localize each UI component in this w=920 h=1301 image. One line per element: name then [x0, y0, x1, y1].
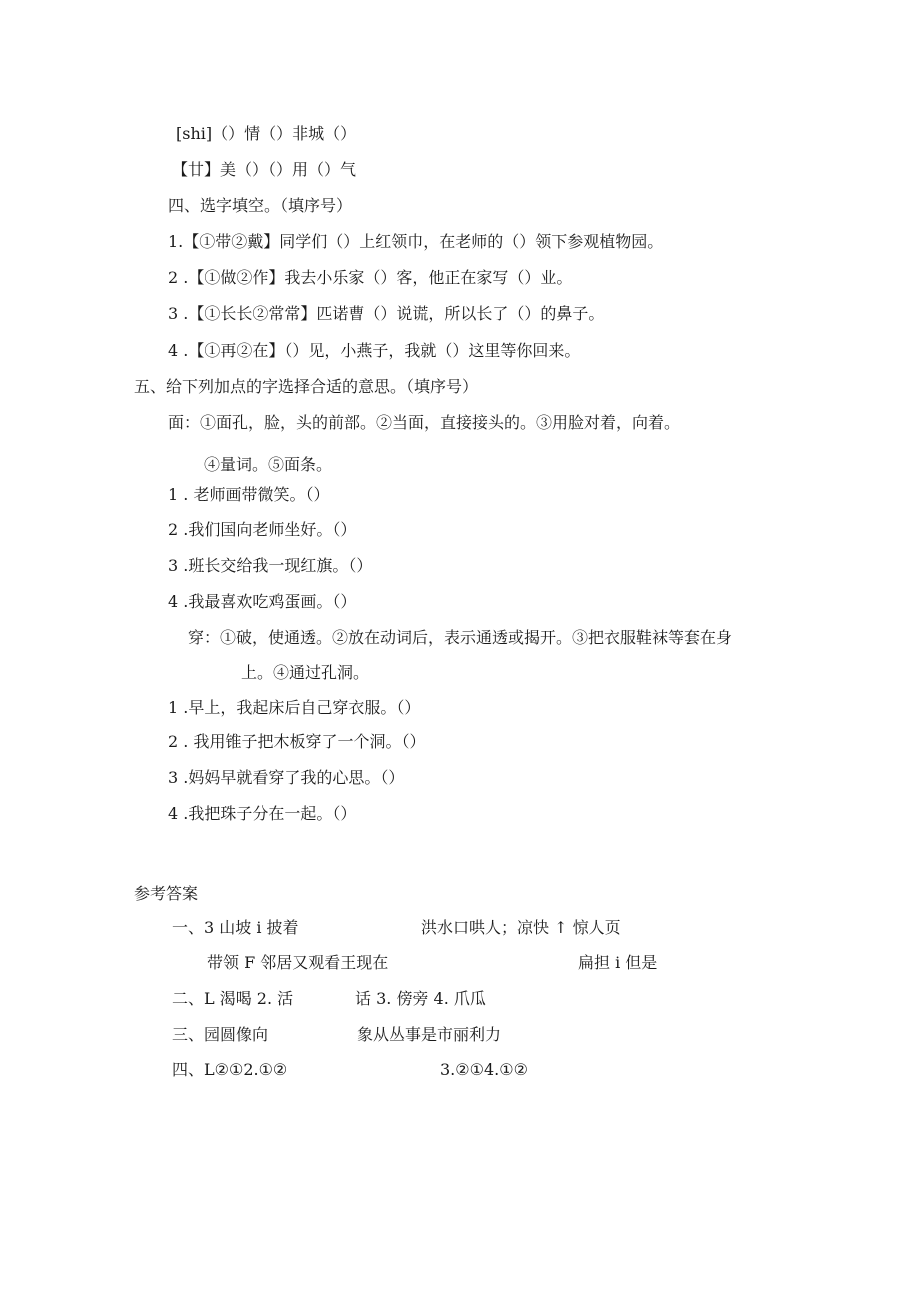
question-item: 4 .我把珠子分在一起。（） [168, 804, 357, 823]
answer-1-right: 洪水口哄人；凉快 ↑ 惊人页 [421, 918, 621, 937]
answer-2-left: 二、L 渴喝 2. 活 [172, 989, 294, 1008]
question-item: 2 . 我用锥子把木板穿了一个洞。（） [168, 732, 426, 751]
answer-3-left: 三、园圆像向 [172, 1025, 269, 1044]
answer-1b-right: 扁担 i 但是 [578, 953, 658, 972]
definition-mian-line1: 面：①面孔，脸，头的前部。②当面，直接接头的。③用脸对着，向着。 [168, 413, 681, 432]
question-item: 3 .班长交给我一现红旗。（） [168, 556, 373, 575]
question-item: 1 .早上，我起床后自己穿衣服。（） [168, 698, 421, 717]
nian-line: 【廿】美（）（）用（）气 [172, 160, 357, 179]
definition-mian-line2: ④量词。⑤面条。 [204, 455, 333, 474]
section4-item: 2 .【①做②作】我去小乐家（）客，他正在家写（）业。 [168, 268, 573, 287]
definition-chuan-line1: 穿：①破，使通透。②放在动词后，表示通透或揭开。③把衣服鞋袜等套在身 [188, 628, 733, 647]
answer-3-right: 象从丛事是市丽利力 [357, 1025, 502, 1044]
answer-4-right: 3.②①4.①② [440, 1060, 528, 1079]
answer-title: 参考答案 [134, 884, 199, 903]
answer-2-right: 话 3. 傍旁 4. 爪瓜 [355, 989, 486, 1008]
section4-title: 四、选字填空。（填序号） [168, 196, 353, 215]
section4-item: 4 .【①再②在】（）见，小燕子，我就（）这里等你回来。 [168, 341, 581, 360]
question-item: 2 .我们国向老师坐好。（） [168, 520, 357, 539]
answer-4-left: 四、L②①2.①② [172, 1060, 288, 1079]
answer-1b-left: 带领 F 邻居又观看王现在 [207, 953, 389, 972]
section4-item: 1.【①带②戴】同学们（）上红领巾，在老师的（）领下参观植物园。 [168, 232, 664, 251]
definition-chuan-line2: 上。④通过孔洞。 [241, 663, 370, 682]
question-item: 3 .妈妈早就看穿了我的心思。（） [168, 768, 405, 787]
section5-title: 五、给下列加点的字选择合适的意思。（填序号） [134, 377, 479, 396]
answer-1-left: 一、3 山坡 i 披着 [172, 918, 299, 937]
question-item: 1 . 老师画带微笑。（） [168, 485, 330, 504]
shi-line: [shi]（）情（）非城（） [176, 124, 357, 143]
question-item: 4 .我最喜欢吃鸡蛋画。（） [168, 592, 357, 611]
section4-item: 3 .【①长长②常常】匹诺曹（）说谎，所以长了（）的鼻子。 [168, 304, 605, 323]
